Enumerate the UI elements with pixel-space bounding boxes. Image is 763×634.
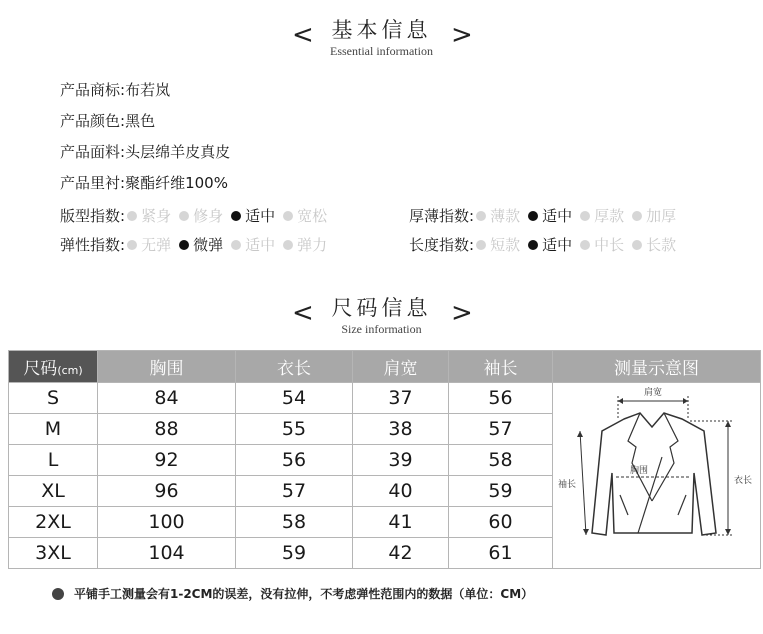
measurement-note [52, 585, 533, 602]
fit-index [60, 205, 335, 226]
basic-info-subtitle: Essential information [330, 44, 433, 58]
length-column-header: 衣长 [236, 351, 353, 383]
size-info-header [0, 292, 763, 337]
size-cell: S [9, 383, 98, 414]
measurement-diagram [553, 383, 761, 569]
info-brand [60, 79, 170, 100]
size-cell: XL [9, 476, 98, 507]
fit-option: 紧身 [127, 205, 171, 226]
fit-option: 宽松 [283, 205, 327, 226]
dot-icon [632, 240, 642, 250]
value-cell: 92 [98, 445, 236, 476]
thickness-option: 加厚 [632, 205, 676, 226]
table-row [9, 383, 761, 414]
value-cell: 41 [353, 507, 449, 538]
diagram-sleeve-label: 袖长 [557, 480, 576, 490]
value-cell: 40 [353, 476, 449, 507]
elasticity-index [60, 234, 335, 255]
value-cell: 57 [449, 414, 553, 445]
shoulder-column-header: 肩宽 [353, 351, 449, 383]
dot-icon [580, 211, 590, 221]
value-cell: 39 [353, 445, 449, 476]
basic-info-title: 基本信息 [331, 18, 432, 42]
size-cell: 3XL [9, 538, 98, 569]
value-cell: 37 [353, 383, 449, 414]
thickness-index [409, 205, 684, 226]
diagram-column-header: 测量示意图 [553, 351, 761, 383]
length-option: 长款 [632, 234, 676, 255]
size-table [8, 350, 761, 569]
basic-info-header [0, 14, 763, 59]
measurement-note-text: 平铺手工测量会有1-2CM的误差，没有拉伸，不考虑弹性范围内的数据（单位：CM） [74, 587, 534, 601]
dot-icon [476, 211, 486, 221]
chevron-left-icon: < [292, 298, 314, 328]
diagram-chest-label: 胸围 [629, 466, 648, 476]
thickness-index-label: 厚薄指数: [409, 207, 475, 225]
size-info-subtitle: Size information [341, 322, 422, 336]
length-index [409, 234, 684, 255]
size-cell: M [9, 414, 98, 445]
dot-icon [528, 240, 538, 250]
info-color-value: 黑色 [125, 112, 156, 130]
value-cell: 58 [449, 445, 553, 476]
fit-option: 修身 [179, 205, 223, 226]
info-brand-value: 布若岚 [125, 81, 171, 99]
value-cell: 84 [98, 383, 236, 414]
sleeve-column-header: 袖长 [449, 351, 553, 383]
elasticity-option: 适中 [231, 234, 275, 255]
thickness-option-selected: 适中 [528, 205, 572, 226]
value-cell: 96 [98, 476, 236, 507]
dot-icon [580, 240, 590, 250]
thickness-option: 厚款 [580, 205, 624, 226]
dot-icon [283, 211, 293, 221]
value-cell: 59 [449, 476, 553, 507]
dot-icon [127, 240, 137, 250]
value-cell: 55 [236, 414, 353, 445]
fit-index-label: 版型指数: [60, 207, 126, 225]
thickness-option: 薄款 [476, 205, 520, 226]
info-fabric-label: 产品面料: [60, 143, 126, 161]
dot-icon [528, 211, 538, 221]
value-cell: 56 [236, 445, 353, 476]
dot-icon [127, 211, 137, 221]
value-cell: 38 [353, 414, 449, 445]
length-option: 短款 [476, 234, 520, 255]
fit-option-selected: 适中 [231, 205, 275, 226]
chevron-left-icon: < [292, 20, 314, 50]
diagram-length-label: 衣长 [733, 476, 752, 486]
size-info-title: 尺码信息 [331, 296, 432, 320]
info-color-label: 产品颜色: [60, 112, 126, 130]
info-fabric [60, 141, 230, 162]
info-brand-label: 产品商标: [60, 81, 126, 99]
length-index-label: 长度指数: [409, 236, 475, 254]
dot-icon [231, 211, 241, 221]
dot-icon [632, 211, 642, 221]
value-cell: 61 [449, 538, 553, 569]
dot-icon [231, 240, 241, 250]
dot-icon [179, 240, 189, 250]
dot-icon [283, 240, 293, 250]
info-color [60, 110, 155, 131]
value-cell: 104 [98, 538, 236, 569]
length-option-selected: 适中 [528, 234, 572, 255]
elasticity-option: 无弹 [127, 234, 171, 255]
elasticity-option: 弹力 [283, 234, 327, 255]
chest-column-header: 胸围 [98, 351, 236, 383]
size-cell: 2XL [9, 507, 98, 538]
elasticity-index-label: 弹性指数: [60, 236, 126, 254]
info-fabric-value: 头层绵羊皮真皮 [125, 143, 231, 161]
chevron-right-icon: > [451, 20, 473, 50]
jacket-diagram-icon [554, 383, 760, 563]
elasticity-option-selected: 微弹 [179, 234, 223, 255]
info-lining [60, 172, 228, 193]
table-header-row [9, 351, 761, 383]
dot-icon [476, 240, 486, 250]
value-cell: 59 [236, 538, 353, 569]
value-cell: 54 [236, 383, 353, 414]
value-cell: 60 [449, 507, 553, 538]
dot-icon [179, 211, 189, 221]
value-cell: 56 [449, 383, 553, 414]
chevron-right-icon: > [451, 298, 473, 328]
value-cell: 57 [236, 476, 353, 507]
value-cell: 88 [98, 414, 236, 445]
size-column-header: 尺码(cm) [9, 351, 98, 383]
value-cell: 42 [353, 538, 449, 569]
size-cell: L [9, 445, 98, 476]
info-lining-value: 聚酯纤维100% [125, 174, 228, 192]
value-cell: 100 [98, 507, 236, 538]
length-option: 中长 [580, 234, 624, 255]
info-lining-label: 产品里衬: [60, 174, 126, 192]
bullet-icon [52, 588, 64, 600]
diagram-shoulder-label: 肩宽 [643, 388, 662, 398]
value-cell: 58 [236, 507, 353, 538]
